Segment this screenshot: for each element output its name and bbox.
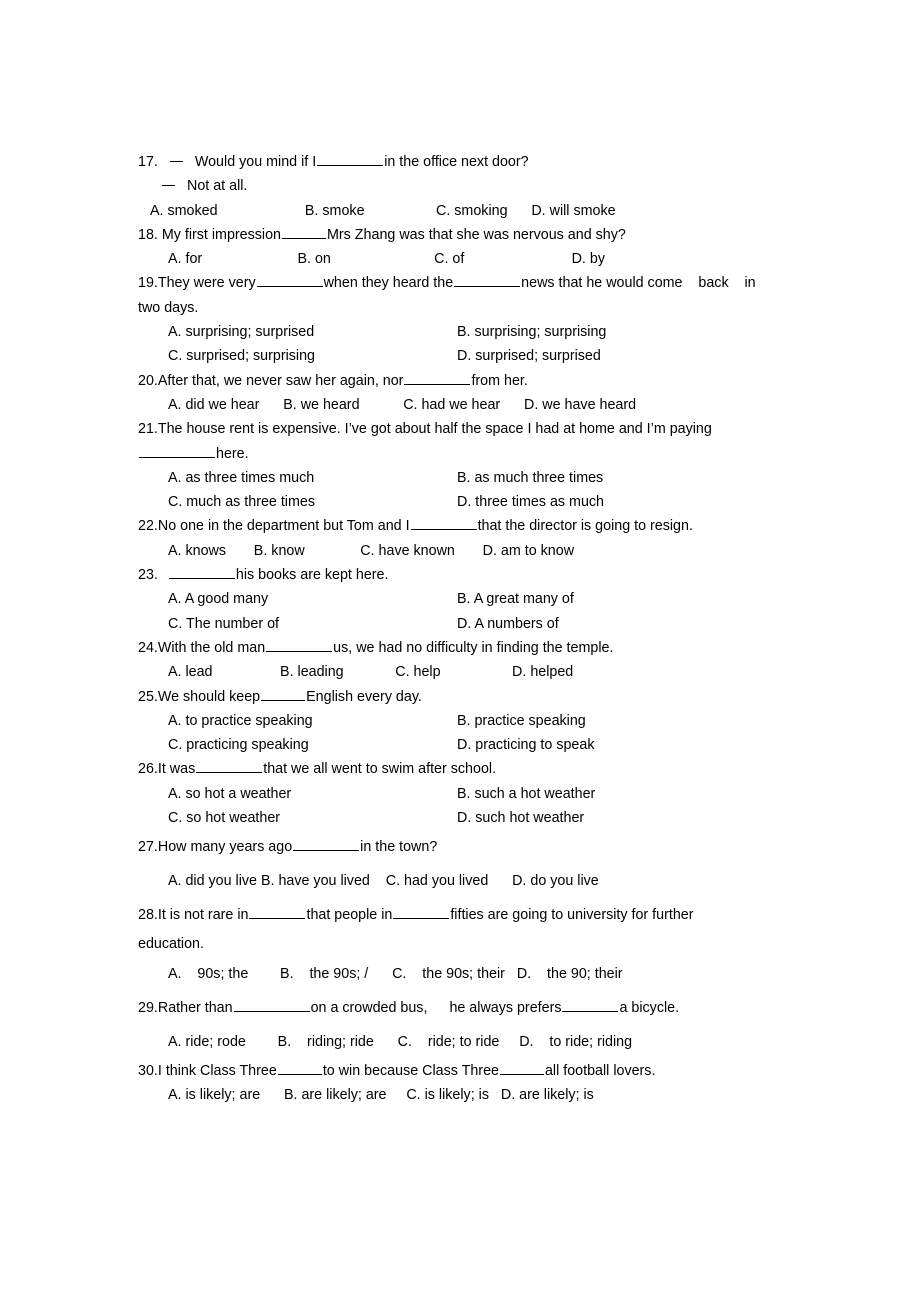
question-24-options[interactable]: A. lead B. leading C. help D. helped	[168, 664, 574, 681]
blank-underline	[293, 837, 359, 851]
question-25-option-b[interactable]: B. practice speaking	[457, 712, 586, 729]
question-21-stem-b: here.	[216, 445, 249, 462]
question-21-stem: 21.The house rent is expensive. I’ve got about half the space I had at home and I’m paying	[138, 421, 712, 438]
question-28	[138, 898, 783, 990]
question-23-stem-b: his books are kept here.	[235, 567, 389, 584]
question-19-option-c[interactable]: C. surprised; surprising	[168, 348, 315, 365]
question-19-stem-c: news that he would come back in	[521, 275, 756, 292]
question-24-stem-a: 24.With the old man	[138, 639, 266, 656]
question-19-option-b[interactable]: B. surprising; surprising	[457, 324, 607, 341]
question-19-stem-b: when they heard the	[323, 275, 454, 292]
question-19-option-a[interactable]: A. surprising; surprised	[168, 324, 315, 341]
question-18	[138, 223, 783, 272]
question-17-line1-tail: in the office next door?	[384, 154, 529, 170]
question-17-options[interactable]: A. smoked B. smoke C. smoking D. will smoke	[150, 202, 616, 219]
question-30-stem-c: all football lovers.	[544, 1062, 656, 1079]
question-27-stem-b: in the town?	[360, 839, 438, 856]
question-21-options-row2[interactable]	[138, 490, 783, 514]
question-18-stem-b: Mrs Zhang was that she was nervous and shy?	[327, 226, 626, 243]
question-20-stem-a: 20.After that, we never saw her again, nor	[138, 372, 404, 389]
question-21	[138, 417, 783, 514]
question-18-stem-a: 18. My first impression	[138, 226, 282, 243]
question-23-option-b[interactable]: B. A great many of	[457, 591, 574, 608]
question-22-stem-b: that the director is going to resign.	[477, 518, 693, 535]
question-26-stem	[138, 757, 783, 781]
blank-underline	[278, 1061, 322, 1075]
question-21-option-d[interactable]: D. three times as much	[457, 494, 604, 511]
question-29	[138, 991, 783, 1059]
question-19-stem-a: 19.They were very	[138, 275, 256, 292]
blank-underline	[500, 1061, 544, 1075]
question-19	[138, 271, 783, 368]
question-28-stem-b: that people in	[306, 907, 393, 924]
blank-underline	[249, 905, 305, 919]
question-21-option-a[interactable]: A. as three times much	[168, 469, 315, 486]
question-18-options[interactable]: A. for B. on C. of D. by	[168, 251, 605, 268]
blank-underline	[196, 759, 262, 773]
question-25-stem	[138, 685, 783, 709]
question-17-line1: Would you mind if I	[194, 154, 317, 170]
question-27-stem	[138, 830, 783, 864]
questions-container	[138, 150, 783, 1107]
blank-underline	[454, 273, 520, 287]
question-25-stem-b: English every day.	[306, 688, 422, 705]
blank-underline	[317, 152, 383, 166]
question-29-stem	[138, 991, 783, 1025]
question-19-stem	[138, 271, 783, 295]
question-26-options-row2[interactable]	[138, 806, 783, 830]
question-26-option-b[interactable]: B. such a hot weather	[457, 785, 596, 802]
question-20-options[interactable]: A. did we hear B. we heard C. had we hear D. we have heard	[168, 396, 637, 413]
question-25-option-c[interactable]: C. practicing speaking	[168, 737, 309, 754]
question-21-options-row1[interactable]	[138, 466, 783, 490]
question-26-option-d[interactable]: D. such hot weather	[457, 810, 585, 827]
question-17	[138, 150, 783, 223]
question-29-stem-c: he always prefers	[449, 999, 562, 1016]
question-30-options[interactable]: A. is likely; are B. are likely; are C. is likely; is D. are likely; is	[168, 1086, 594, 1103]
question-21-option-c[interactable]: C. much as three times	[168, 494, 315, 511]
question-24	[138, 636, 783, 685]
blank-underline	[139, 444, 215, 458]
question-29-stem-a: 29.Rather than	[138, 999, 233, 1016]
question-25	[138, 685, 783, 758]
question-23-option-c[interactable]: C. The number of	[168, 615, 279, 632]
question-29-options[interactable]: A. ride; rode B. riding; ride C. ride; to ride D. to ride; riding	[168, 1033, 633, 1050]
blank-underline	[562, 998, 618, 1012]
blank-underline	[234, 998, 310, 1012]
question-22-stem	[138, 514, 783, 538]
question-26	[138, 757, 783, 830]
question-24-stem-b: us, we had no difficulty in finding the temple.	[333, 639, 614, 656]
question-23-options-row2[interactable]	[138, 612, 783, 636]
question-23	[138, 563, 783, 636]
question-27	[138, 830, 783, 898]
question-28-stem-cont: education.	[138, 936, 204, 953]
question-22	[138, 514, 783, 563]
question-26-stem-b: that we all went to swim after school.	[263, 761, 497, 778]
question-23-option-d[interactable]: D. A numbers of	[457, 615, 559, 632]
question-17-line2: Not at all.	[187, 178, 248, 195]
question-26-option-c[interactable]: C. so hot weather	[168, 810, 281, 827]
question-26-options-row1[interactable]	[138, 782, 783, 806]
question-30-stem-a: 30.I think Class Three	[138, 1062, 277, 1079]
question-18-stem	[138, 223, 783, 247]
question-21-option-b[interactable]: B. as much three times	[457, 469, 604, 486]
question-28-stem-c: fifties are going to university for further	[450, 907, 694, 924]
question-17-number: 17.	[138, 154, 158, 170]
question-28-options[interactable]: A. 90s; the B. the 90s; / C. the 90s; their D. the 90; their	[168, 965, 623, 982]
question-22-options[interactable]: A. knows B. know C. have known D. am to know	[168, 542, 575, 559]
question-25-options-row2[interactable]	[138, 733, 783, 757]
question-21-stem-cont	[138, 442, 783, 466]
dialogue-dash-icon	[162, 185, 175, 186]
question-29-stem-d: a bicycle.	[619, 999, 680, 1016]
blank-underline	[411, 516, 477, 530]
dialogue-dash-icon	[170, 161, 183, 162]
blank-underline	[282, 225, 326, 239]
question-26-option-a[interactable]: A. so hot a weather	[168, 785, 292, 802]
blank-underline	[266, 638, 332, 652]
question-23-option-a[interactable]: A. A good many	[168, 591, 269, 608]
question-28-stem-a: 28.It is not rare in	[138, 907, 249, 924]
question-17-stem	[138, 150, 783, 174]
blank-underline	[261, 687, 305, 701]
question-19-options-row1[interactable]	[138, 320, 783, 344]
question-23-stem	[138, 563, 783, 587]
question-28-stem	[138, 898, 783, 932]
question-30	[138, 1059, 783, 1108]
question-22-stem-a: 22.No one in the department but Tom and I	[138, 518, 410, 535]
question-23-options-row1[interactable]	[138, 587, 783, 611]
question-30-stem-b: to win because Class Three	[322, 1062, 499, 1079]
question-19-option-d[interactable]: D. surprised; surprised	[457, 348, 601, 365]
question-20	[138, 369, 783, 418]
question-27-options[interactable]: A. did you live B. have you lived C. had you lived D. do you live	[168, 873, 599, 890]
blank-underline	[169, 565, 235, 579]
question-20-stem	[138, 369, 783, 393]
question-25-option-a[interactable]: A. to practice speaking	[168, 712, 313, 729]
question-17-stem-line2	[138, 174, 783, 198]
question-25-stem-a: 25.We should keep	[138, 688, 261, 705]
question-23-number: 23.	[138, 567, 158, 584]
question-26-stem-a: 26.It was	[138, 761, 196, 778]
question-29-stem-b: on a crowded bus,	[310, 999, 428, 1016]
question-25-options-row1[interactable]	[138, 709, 783, 733]
question-25-option-d[interactable]: D. practicing to speak	[457, 737, 595, 754]
questions-27-29-block	[138, 830, 783, 1058]
question-20-stem-b: from her.	[471, 372, 528, 389]
question-24-stem	[138, 636, 783, 660]
blank-underline	[404, 371, 470, 385]
blank-underline	[257, 273, 323, 287]
question-27-stem-a: 27.How many years ago	[138, 839, 293, 856]
question-19-stem-cont: two days.	[138, 299, 199, 316]
question-19-options-row2[interactable]	[138, 344, 783, 368]
question-30-stem	[138, 1059, 783, 1083]
blank-underline	[393, 905, 449, 919]
